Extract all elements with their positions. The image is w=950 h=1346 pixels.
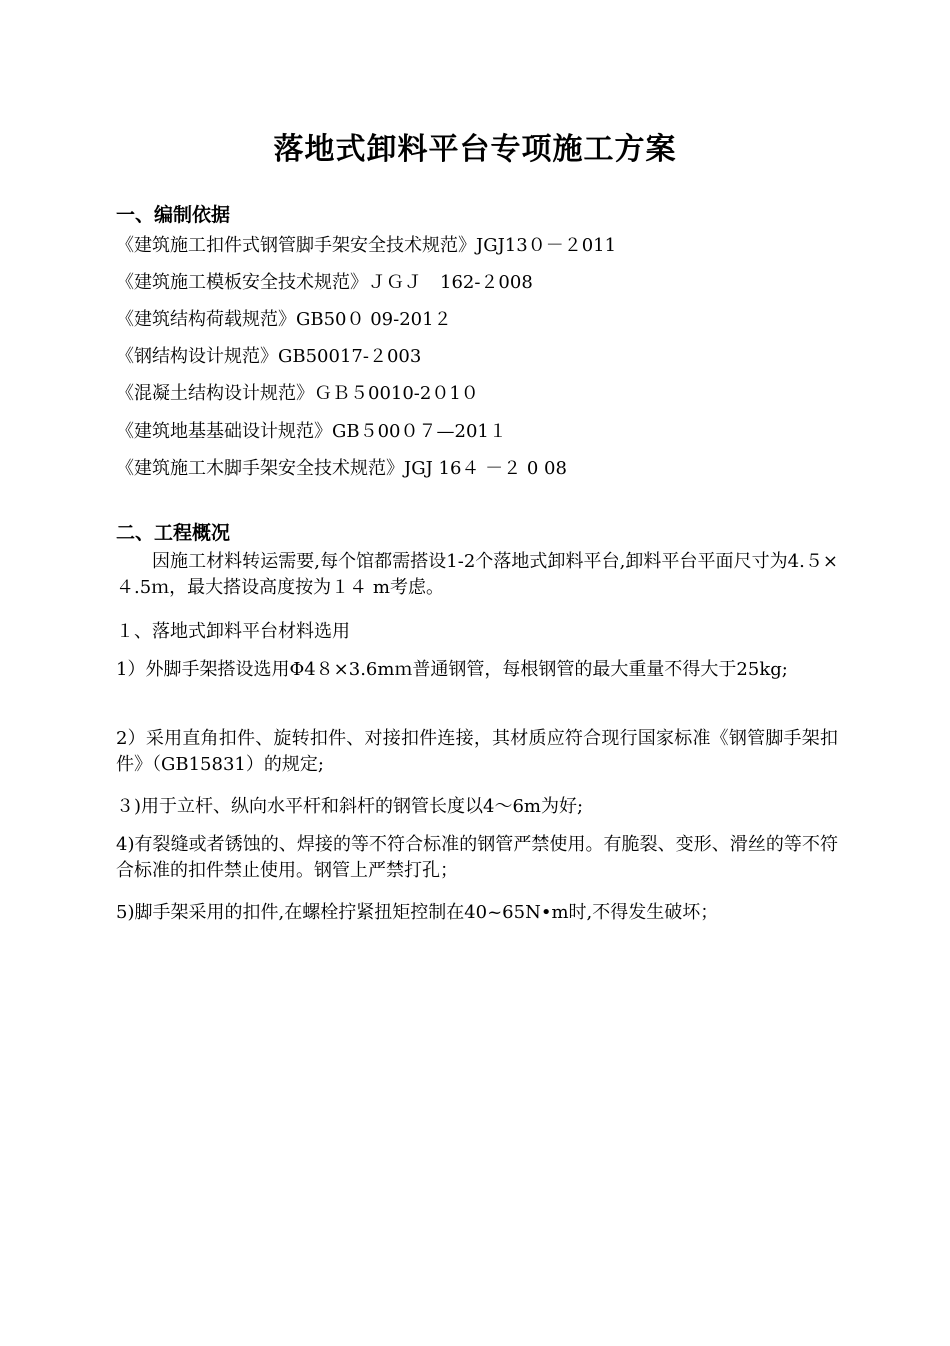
section-heading-basis: 一、编制依据 xyxy=(116,204,231,226)
material-item: 2）采用直角扣件、旋转扣件、对接扣件连接，其材质应符合现行国家标准《钢管脚手架扣件》（GB15831）的规定; xyxy=(116,728,838,775)
material-item: 4)有裂缝或者锈蚀的、焊接的等不符合标准的钢管严禁使用。有脆裂、变形、滑丝的等不符合标准的扣件禁止使用。钢管上严禁打孔； xyxy=(116,834,838,881)
reference-item: 《建筑施工木脚手架安全技术规范》JGJ 16４ －２ 0 08 xyxy=(116,458,567,479)
overview-paragraph: 因施工材料转运需要,每个馆都需搭设1-2个落地式卸料平台,卸料平台平面尺寸为4.５×４.5ｍ，最大搭设高度按为１４ m考虑。 xyxy=(116,551,838,598)
reference-item: 《建筑结构荷载规范》GB50０ 09-201２ xyxy=(116,309,452,330)
material-item: 1）外脚手架搭设选用Φ4８×3.6mｍ普通钢管，每根钢管的最大重量不得大于25kg; xyxy=(116,659,788,680)
reference-item: 《建筑施工扣件式钢管脚手架安全技术规范》JGJ13０－２011 xyxy=(116,235,617,256)
document-title: 落地式卸料平台专项施工方案 xyxy=(273,132,677,167)
section-heading-overview: 二、工程概况 xyxy=(116,522,231,544)
material-item: 5)脚手架采用的扣件,在螺栓拧紧扭矩控制在40~65N•m时,不得发生破坏； xyxy=(116,902,719,923)
reference-item: 《混凝土结构设计规范》ＧＢ５0010-2０1０ xyxy=(116,383,479,404)
reference-item: 《建筑施工模板安全技术规范》ＪＧＪ 162-２008 xyxy=(116,272,533,293)
reference-item: 《建筑地基基础设计规范》GB５00０７—201１ xyxy=(116,421,507,442)
reference-item: 《钢结构设计规范》GB50017-２003 xyxy=(116,346,422,367)
material-item: ３)用于立杆、纵向水平杆和斜杆的钢管长度以4～6m为好; xyxy=(116,796,584,817)
subsection-heading-materials: １、落地式卸料平台材料选用 xyxy=(116,621,350,642)
